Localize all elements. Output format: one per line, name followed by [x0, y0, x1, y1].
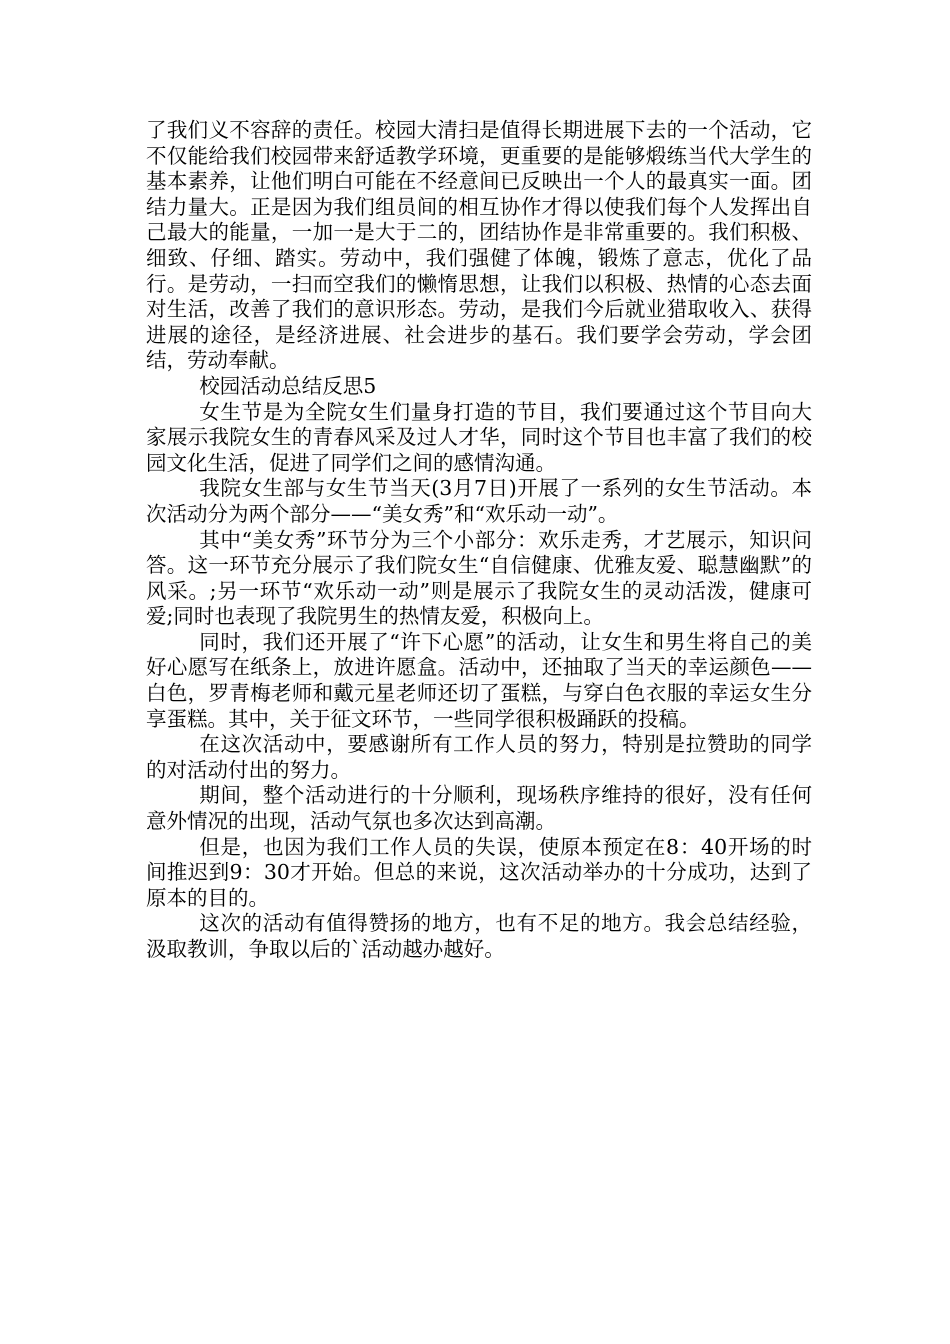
paragraph-delay: 但是，也因为我们工作人员的失误，使原本预定在8：40开场的时间推迟到9：30才开始。但总的来说，这次活动举办的十分成功，达到了原本的目的。 — [146, 834, 812, 910]
paragraph-event-overview: 我院女生部与女生节当天(3月7日)开展了一系列的女生节活动。本次活动分为两个部分——“美女秀”和“欢乐动一动”。 — [146, 476, 812, 526]
section-heading: 校园活动总结反思5 — [199, 373, 377, 398]
paragraph-conclusion: 这次的活动有值得赞扬的地方，也有不足的地方。我会总结经验，汲取教训，争取以后的`活动越办越好。 — [146, 911, 812, 961]
paragraph-wishes: 同时，我们还开展了“许下心愿”的活动，让女生和男生将自己的美好心愿写在纸条上，放进许愿盒。活动中，还抽取了当天的幸运颜色——白色，罗青梅老师和戴元星老师还切了蛋糕，与穿白色衣服的幸运女生分享蛋糕。其中，关于征文环节，一些同学很积极踊跃的投稿。 — [146, 629, 812, 731]
paragraph-intro: 女生节是为全院女生们量身打造的节目，我们要通过这个节目向大家展示我院女生的青春风采及过人才华，同时这个节目也丰富了我们的校园文化生活，促进了同学们之间的感情沟通。 — [146, 399, 812, 475]
paragraph-process: 期间，整个活动进行的十分顺利，现场秩序维持的很好，没有任何意外情况的出现，活动气氛也多次达到高潮。 — [146, 783, 812, 834]
paragraph-thanks: 在这次活动中，要感谢所有工作人员的努力，特别是拉赞助的同学的对活动付出的努力。 — [146, 732, 812, 782]
paragraph-beauty-show: 其中“美女秀”环节分为三个小部分：欢乐走秀，才艺展示，知识问答。这一环节充分展示了我们院女生“自信健康、优雅友爱、聪慧幽默”的风采。;另一环节“欢乐动一动”则是展示了我院女生的灵动活泼，健康可爱;同时也表现了我院男生的热情友爱，积极向上。 — [146, 527, 812, 629]
paragraph-labor-summary: 了我们义不容辞的责任。校园大清扫是值得长期进展下去的一个活动，它不仅能给我们校园带来舒适教学环境，更重要的是能够煅练当代大学生的基本素养，让他们明白可能在不经意间已反映出一个人的最真实一面。团结力量大。正是因为我们组员间的相互协作才得以使我们每个人发挥出自己最大的能量，一加一是大于二的，团结协作是非常重要的。我们积极、细致、仔细、踏实。劳动中，我们强健了体魄，锻炼了意志，优化了品行。是劳动，一扫而空我们的懒惰思想，让我们以积极、热情的心态去面对生活，改善了我们的意识形态。劳动，是我们今后就业猎取收入、获得进展的途径，是经济进展、社会进步的基石。我们要学会劳动，学会团结，劳动奉献。 — [146, 118, 812, 373]
document-body — [146, 118, 812, 963]
